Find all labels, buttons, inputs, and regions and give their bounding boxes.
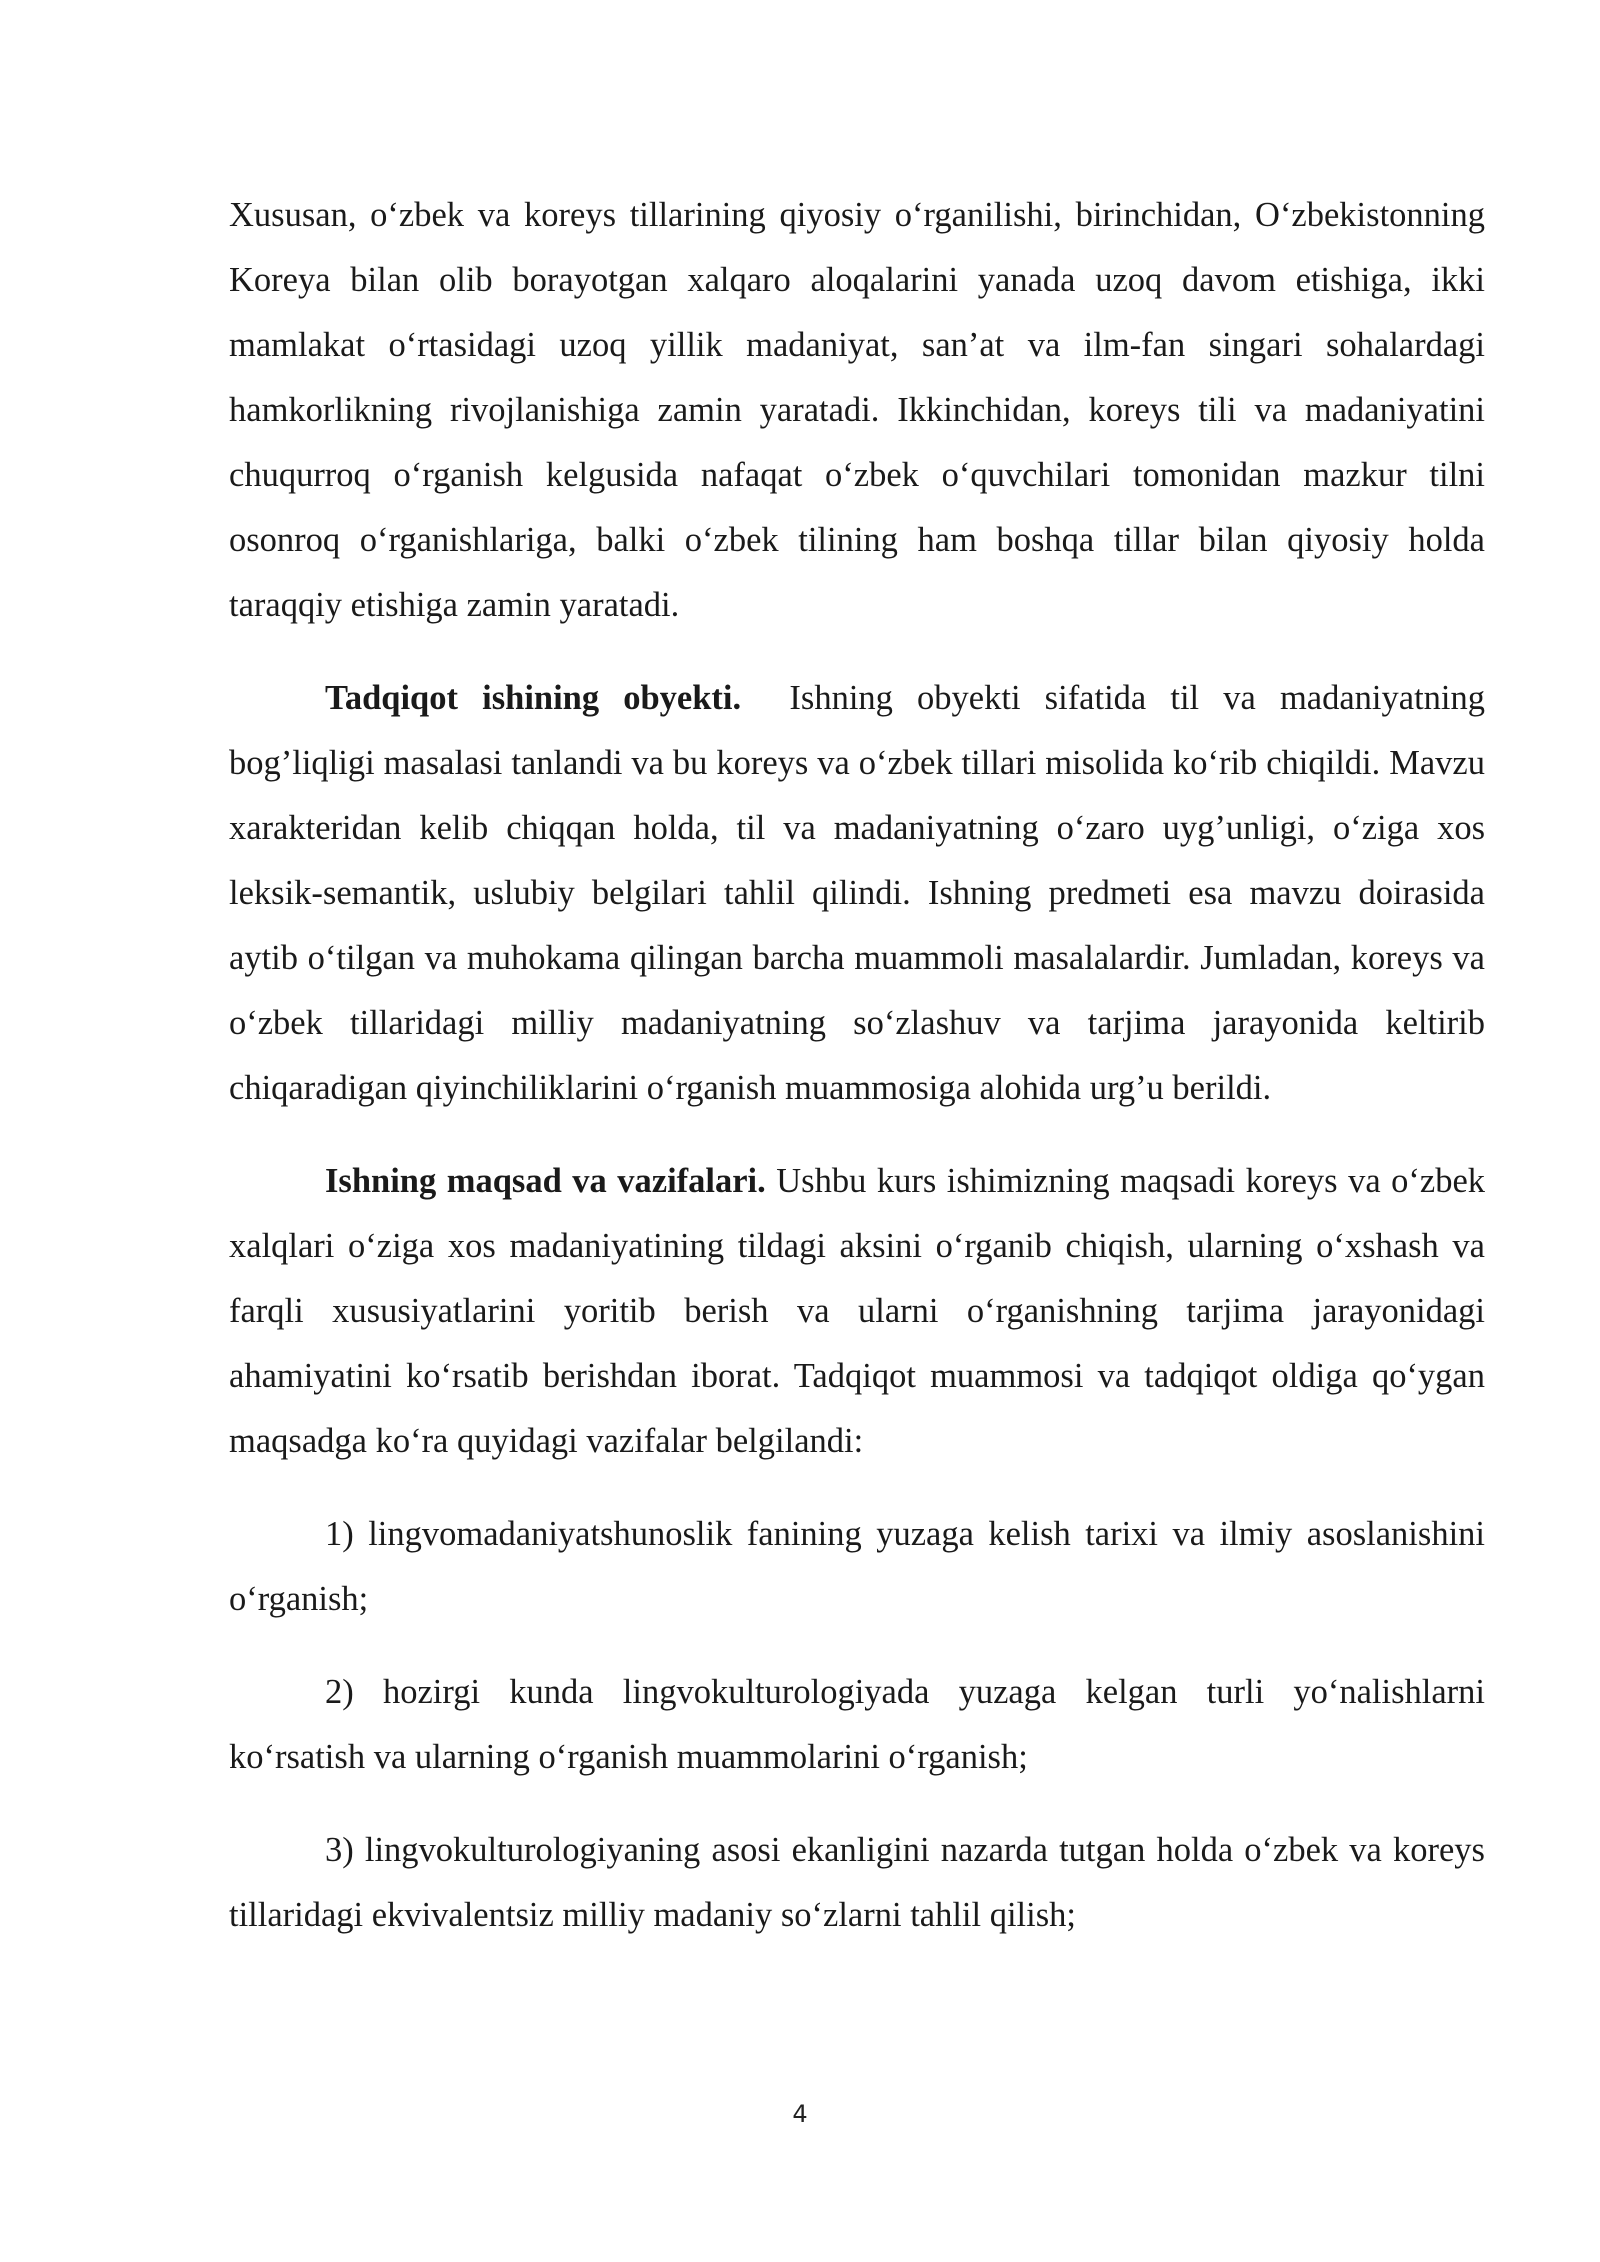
paragraph-text: Ushbu kurs ishimizning maqsadi koreys va o‘zbek xalqlari o‘ziga xos madaniyatining tildagi aksini o‘rganib chiqish, ularning o‘xshash va farqli xususiyatlarini yoritib berish va ularni o‘rganishning tarjima jarayonidagi ahamiyatini ko‘rsatib berishdan iborat. Tadqiqot muammosi va tadqiqot oldiga qo‘ygan maqsadga ko‘ra quyidagi vazifalar belgilandi: — [229, 1162, 1486, 1460]
section-heading: Ishning maqsad va vazifalari. — [325, 1162, 766, 1200]
paragraph-research-object — [229, 666, 1485, 1121]
section-heading: Tadqiqot ishining obyekti. — [325, 679, 742, 717]
list-item: 2) hozirgi kunda lingvokulturologiyada yuzaga kelgan turli yo‘nalishlarni ko‘rsatish va ularning o‘rganish muammolarini o‘rganish; — [229, 1673, 1485, 1776]
page-number: 4 — [792, 2100, 808, 2128]
paragraph-intro — [229, 183, 1485, 638]
page-body — [229, 183, 1485, 1948]
paragraph-text: Xususan, o‘zbek va koreys tillarining qiyosiy o‘rganilishi, birinchidan, O‘zbekistonning Koreya bilan olib borayotgan xalqaro aloqalarini yanada uzoq davom etishiga, ikki mamlakat o‘rtasidagi uzoq yillik madaniyat, san’at va ilm-fan singari sohalardagi hamkorlikning rivojlanishiga zamin yaratadi. Ikkinchidan, koreys tili va madaniyatini chuqurroq o‘rganish kelgusida nafaqat o‘zbek o‘quvchilari tomonidan mazkur tilni osonroq o‘rganishlariga, balki o‘zbek tilining ham boshqa tillar bilan qiyosiy holda taraqqiy etishiga zamin yaratadi. — [229, 196, 1485, 624]
list-item: 1) lingvomadaniyatshunoslik fanining yuzaga kelish tarixi va ilmiy asoslanishini o‘rganish; — [229, 1515, 1485, 1618]
list-item: 3) lingvokulturologiyaning asosi ekanligini nazarda tutgan holda o‘zbek va koreys tillaridagi ekvivalentsiz milliy madaniy so‘zlarni tahlil qilish; — [229, 1831, 1485, 1934]
paragraph-text: Ishning obyekti sifatida til va madaniyatning bog’liqligi masalasi tanlandi va bu koreys va o‘zbek tillari misolida ko‘rib chiqildi. Mavzu xarakteridan kelib chiqqan holda, til va madaniyatning o‘zaro uyg’unligi, o‘ziga xos leksik-semantik, uslubiy belgilari tahlil qilindi. Ishning predmeti esa mavzu doirasida aytib o‘tilgan va muhokama qilingan barcha muammoli masalalardir. Jumladan, koreys va o‘zbek tillaridagi milliy madaniyatning so‘zlashuv va tarjima jarayonida keltirib chiqaradigan qiyinchiliklarini o‘rganish muammosiga alohida urg’u berildi. — [229, 679, 1485, 1107]
paragraph-goals-tasks — [229, 1149, 1485, 1474]
